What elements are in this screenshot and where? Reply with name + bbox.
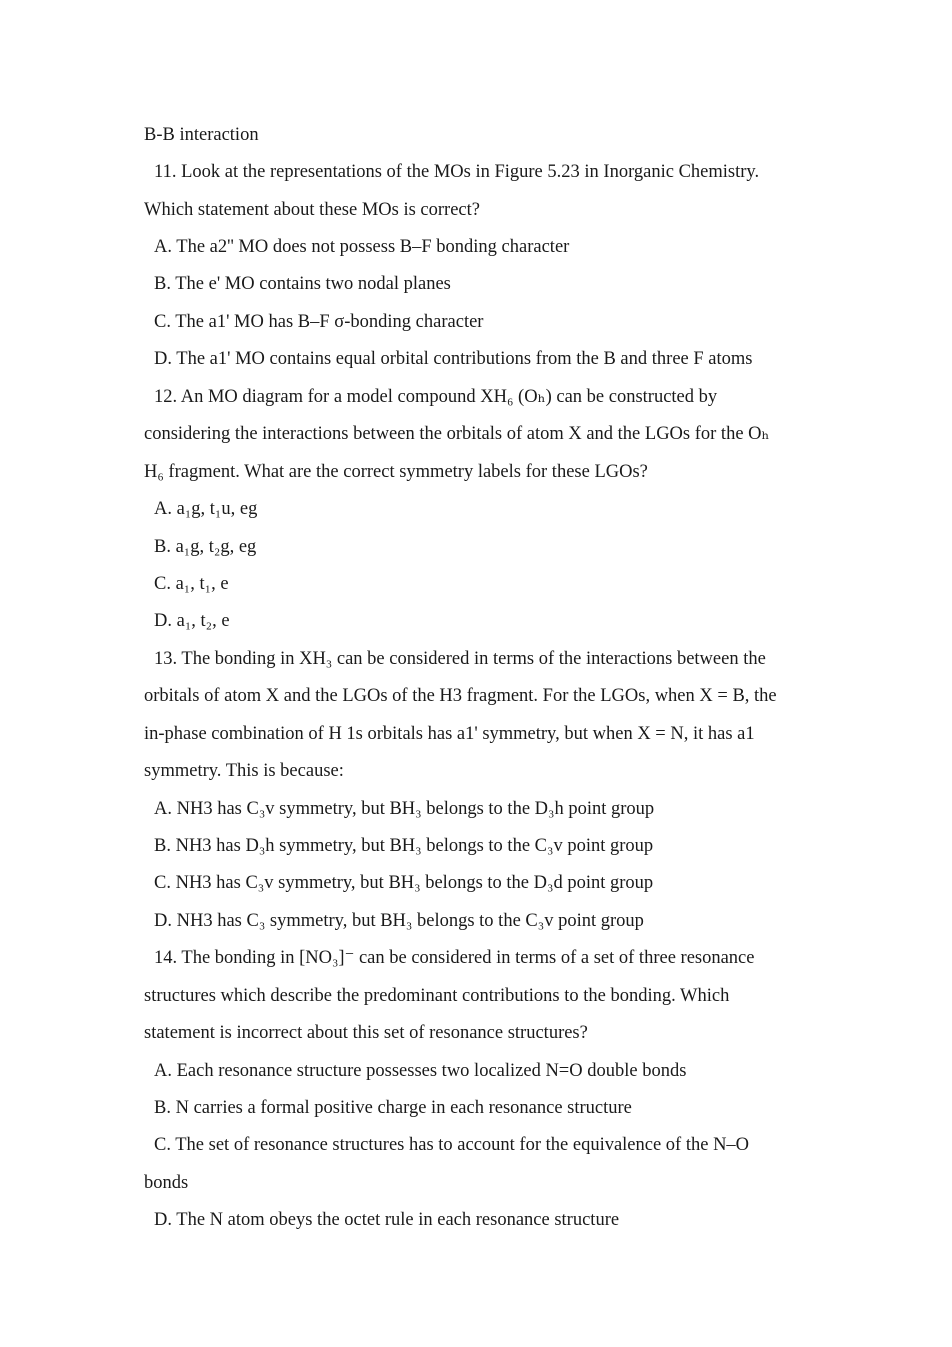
option-12-d: D. a₁, t₂, e <box>154 611 230 631</box>
option-12-b: B. a₁g, t₂g, eg <box>154 537 257 557</box>
option-14-d: D. The N atom obeys the octet rule in each resonance structure <box>154 1210 620 1230</box>
text-line: statement is incorrect about this set of resonance structures? <box>144 1023 588 1043</box>
option-13-a: A. NH3 has C₃v symmetry, but BH₃ belongs to the D₃h point group <box>154 799 655 819</box>
option-13-d: D. NH3 has C₃ symmetry, but BH₃ belongs to the C₃v point group <box>154 911 644 931</box>
text-line: in-phase combination of H 1s orbitals has a1' symmetry, but when X = N, it has a1 <box>144 724 755 744</box>
option-14-b: B. N carries a formal positive charge in each resonance structure <box>154 1098 632 1118</box>
option-11-d: D. The a1' MO contains equal orbital contributions from the B and three F atoms <box>154 349 753 369</box>
option-11-b: B. The e' MO contains two nodal planes <box>154 274 451 294</box>
option-14-a: A. Each resonance structure possesses two localized N=O double bonds <box>154 1061 687 1081</box>
text-line: structures which describe the predominant contributions to the bonding. Which <box>144 986 730 1006</box>
option-12-a: A. a₁g, t₁u, eg <box>154 499 258 519</box>
text-line: symmetry. This is because: <box>144 761 344 781</box>
question-14-stem: 14. The bonding in [NO₃]⁻ can be considered in terms of a set of three resonance <box>154 948 755 968</box>
option-13-b: B. NH3 has D₃h symmetry, but BH₃ belongs to the C₃v point group <box>154 836 654 856</box>
text-line: H₆ fragment. What are the correct symmetry labels for these LGOs? <box>144 462 648 482</box>
text-line: Which statement about these MOs is correct? <box>144 200 480 220</box>
text-line: considering the interactions between the orbitals of atom X and the LGOs for the Oₕ <box>144 424 770 444</box>
question-13-stem: 13. The bonding in XH₃ can be considered in terms of the interactions between the <box>154 649 766 669</box>
question-12-stem: 12. An MO diagram for a model compound XH₆ (Oₕ) can be constructed by <box>154 387 718 407</box>
text-line: bonds <box>144 1173 189 1193</box>
text-line: orbitals of atom X and the LGOs of the H3 fragment. For the LGOs, when X = B, the <box>144 686 777 706</box>
text-line: B-B interaction <box>144 125 259 145</box>
option-13-c: C. NH3 has C₃v symmetry, but BH₃ belongs to the D₃d point group <box>154 873 654 893</box>
option-11-c: C. The a1' MO has B–F σ-bonding character <box>154 312 484 332</box>
question-11-stem: 11. Look at the representations of the MOs in Figure 5.23 in Inorganic Chemistry. <box>154 162 760 182</box>
option-14-c: C. The set of resonance structures has to account for the equivalence of the N–O <box>154 1135 750 1155</box>
option-12-c: C. a₁, t₁, e <box>154 574 229 594</box>
option-11-a: A. The a2'' MO does not possess B–F bonding character <box>154 237 570 257</box>
